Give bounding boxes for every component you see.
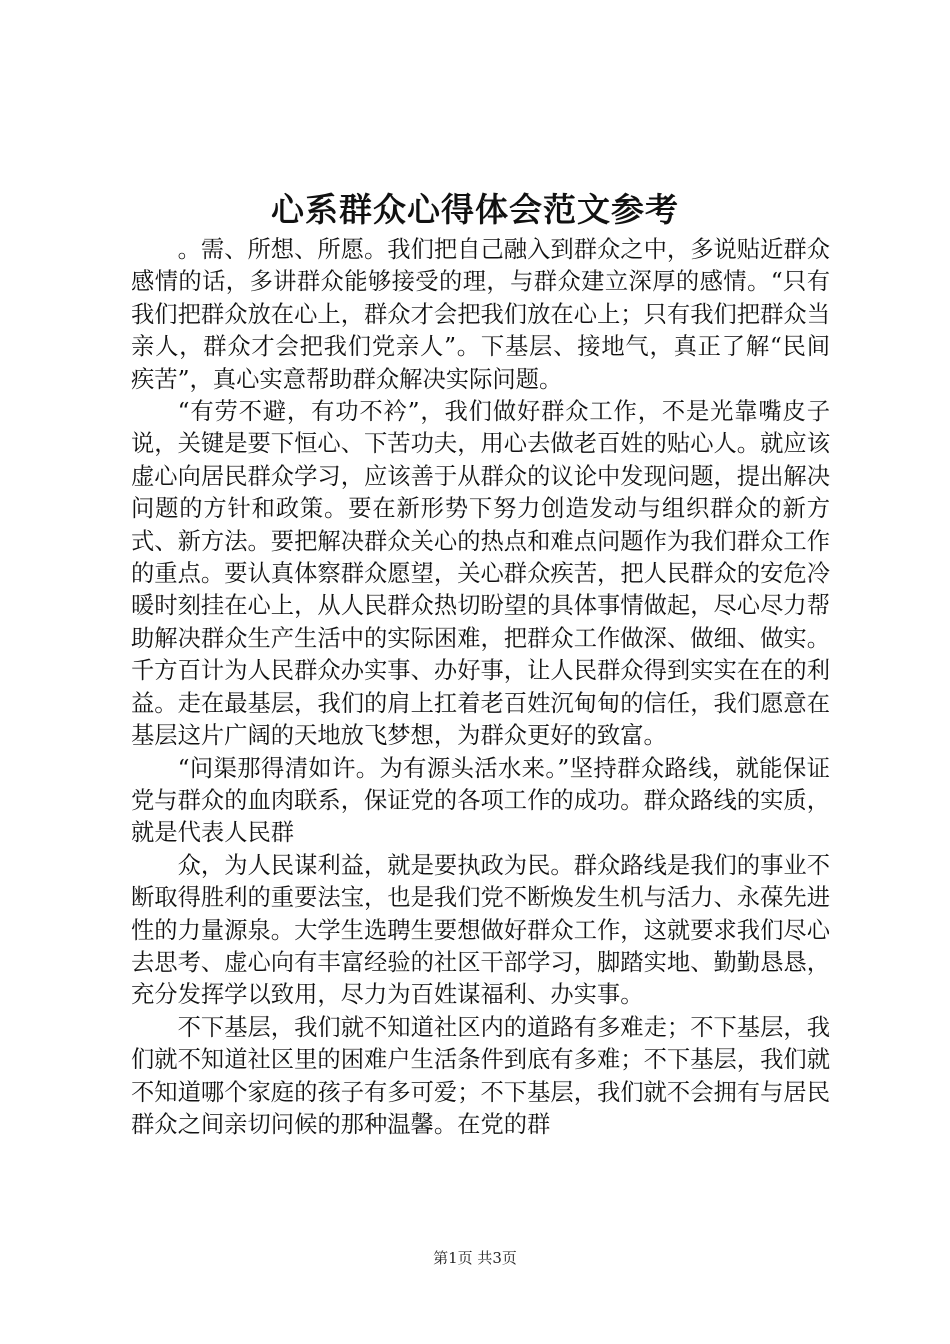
paragraph: 。需、所想、所愿。我们把自己融入到群众之中，多说贴近群众感情的话，多讲群众能够接受的理，与群众建立深厚的感情。“只有我们把群众放在心上，群众才会把我们放在心上；只有我们把群众当亲人，群众才会把我们党亲人”。下基层、接地气，真正了解“民间疾苦”，真心实意帮助群众解决实际问题。	[131, 236, 830, 393]
paragraph: “有劳不避，有功不衿”，我们做好群众工作，不是光靠嘴皮子说，关键是要下恒心、下苦功夫，用心去做老百姓的贴心人。就应该虚心向居民群众学习，应该善于从群众的议论中发现问题，提出解决问题的方针和政策。要在新形势下努力创造发动与组织群众的新方式、新方法。要把解决群众关心的热点和难点问题作为我们群众工作的重点。要认真体察群众愿望，关心群众疾苦，把人民群众的安危冷暖时刻挂在心上，从人民群众热切盼望的具体事情做起，尽心尽力帮助解决群众生产生活中的实际困难，把群众工作做深、做细、做实。千方百计为人民群众办实事、办好事，让人民群众得到实实在在的利益。走在最基层，我们的肩上扛着老百姓沉甸甸的信任，我们愿意在基层这片广阔的天地放飞梦想，为群众更好的致富。	[131, 398, 830, 750]
document-title: 心系群众心得体会范文参考	[271, 190, 679, 229]
document-body	[131, 234, 830, 1141]
page-footer: 第1页 共3页	[433, 1249, 517, 1267]
paragraph: 众，为人民谋利益，就是要执政为民。群众路线是我们的事业不断取得胜利的重要法宝，也是我们党不断焕发生机与活力、永葆先进性的力量源泉。大学生选聘生要想做好群众工作，这就要求我们尽心去思考、虚心向有丰富经验的社区干部学习，脚踏实地、勤勤恳恳，充分发挥学以致用，尽力为百姓谋福利、办实事。	[131, 851, 830, 1009]
paragraph: 不下基层，我们就不知道社区内的道路有多难走；不下基层，我们就不知道社区里的困难户生活条件到底有多难；不下基层，我们就不知道哪个家庭的孩子有多可爱；不下基层，我们就不会拥有与居民群众之间亲切问候的那种温馨。在党的群	[131, 1013, 830, 1138]
paragraph: “问渠那得清如许。为有源头活水来。”坚持群众路线，就能保证党与群众的血肉联系，保证党的各项工作的成功。群众路线的实质，就是代表人民群	[131, 754, 830, 847]
